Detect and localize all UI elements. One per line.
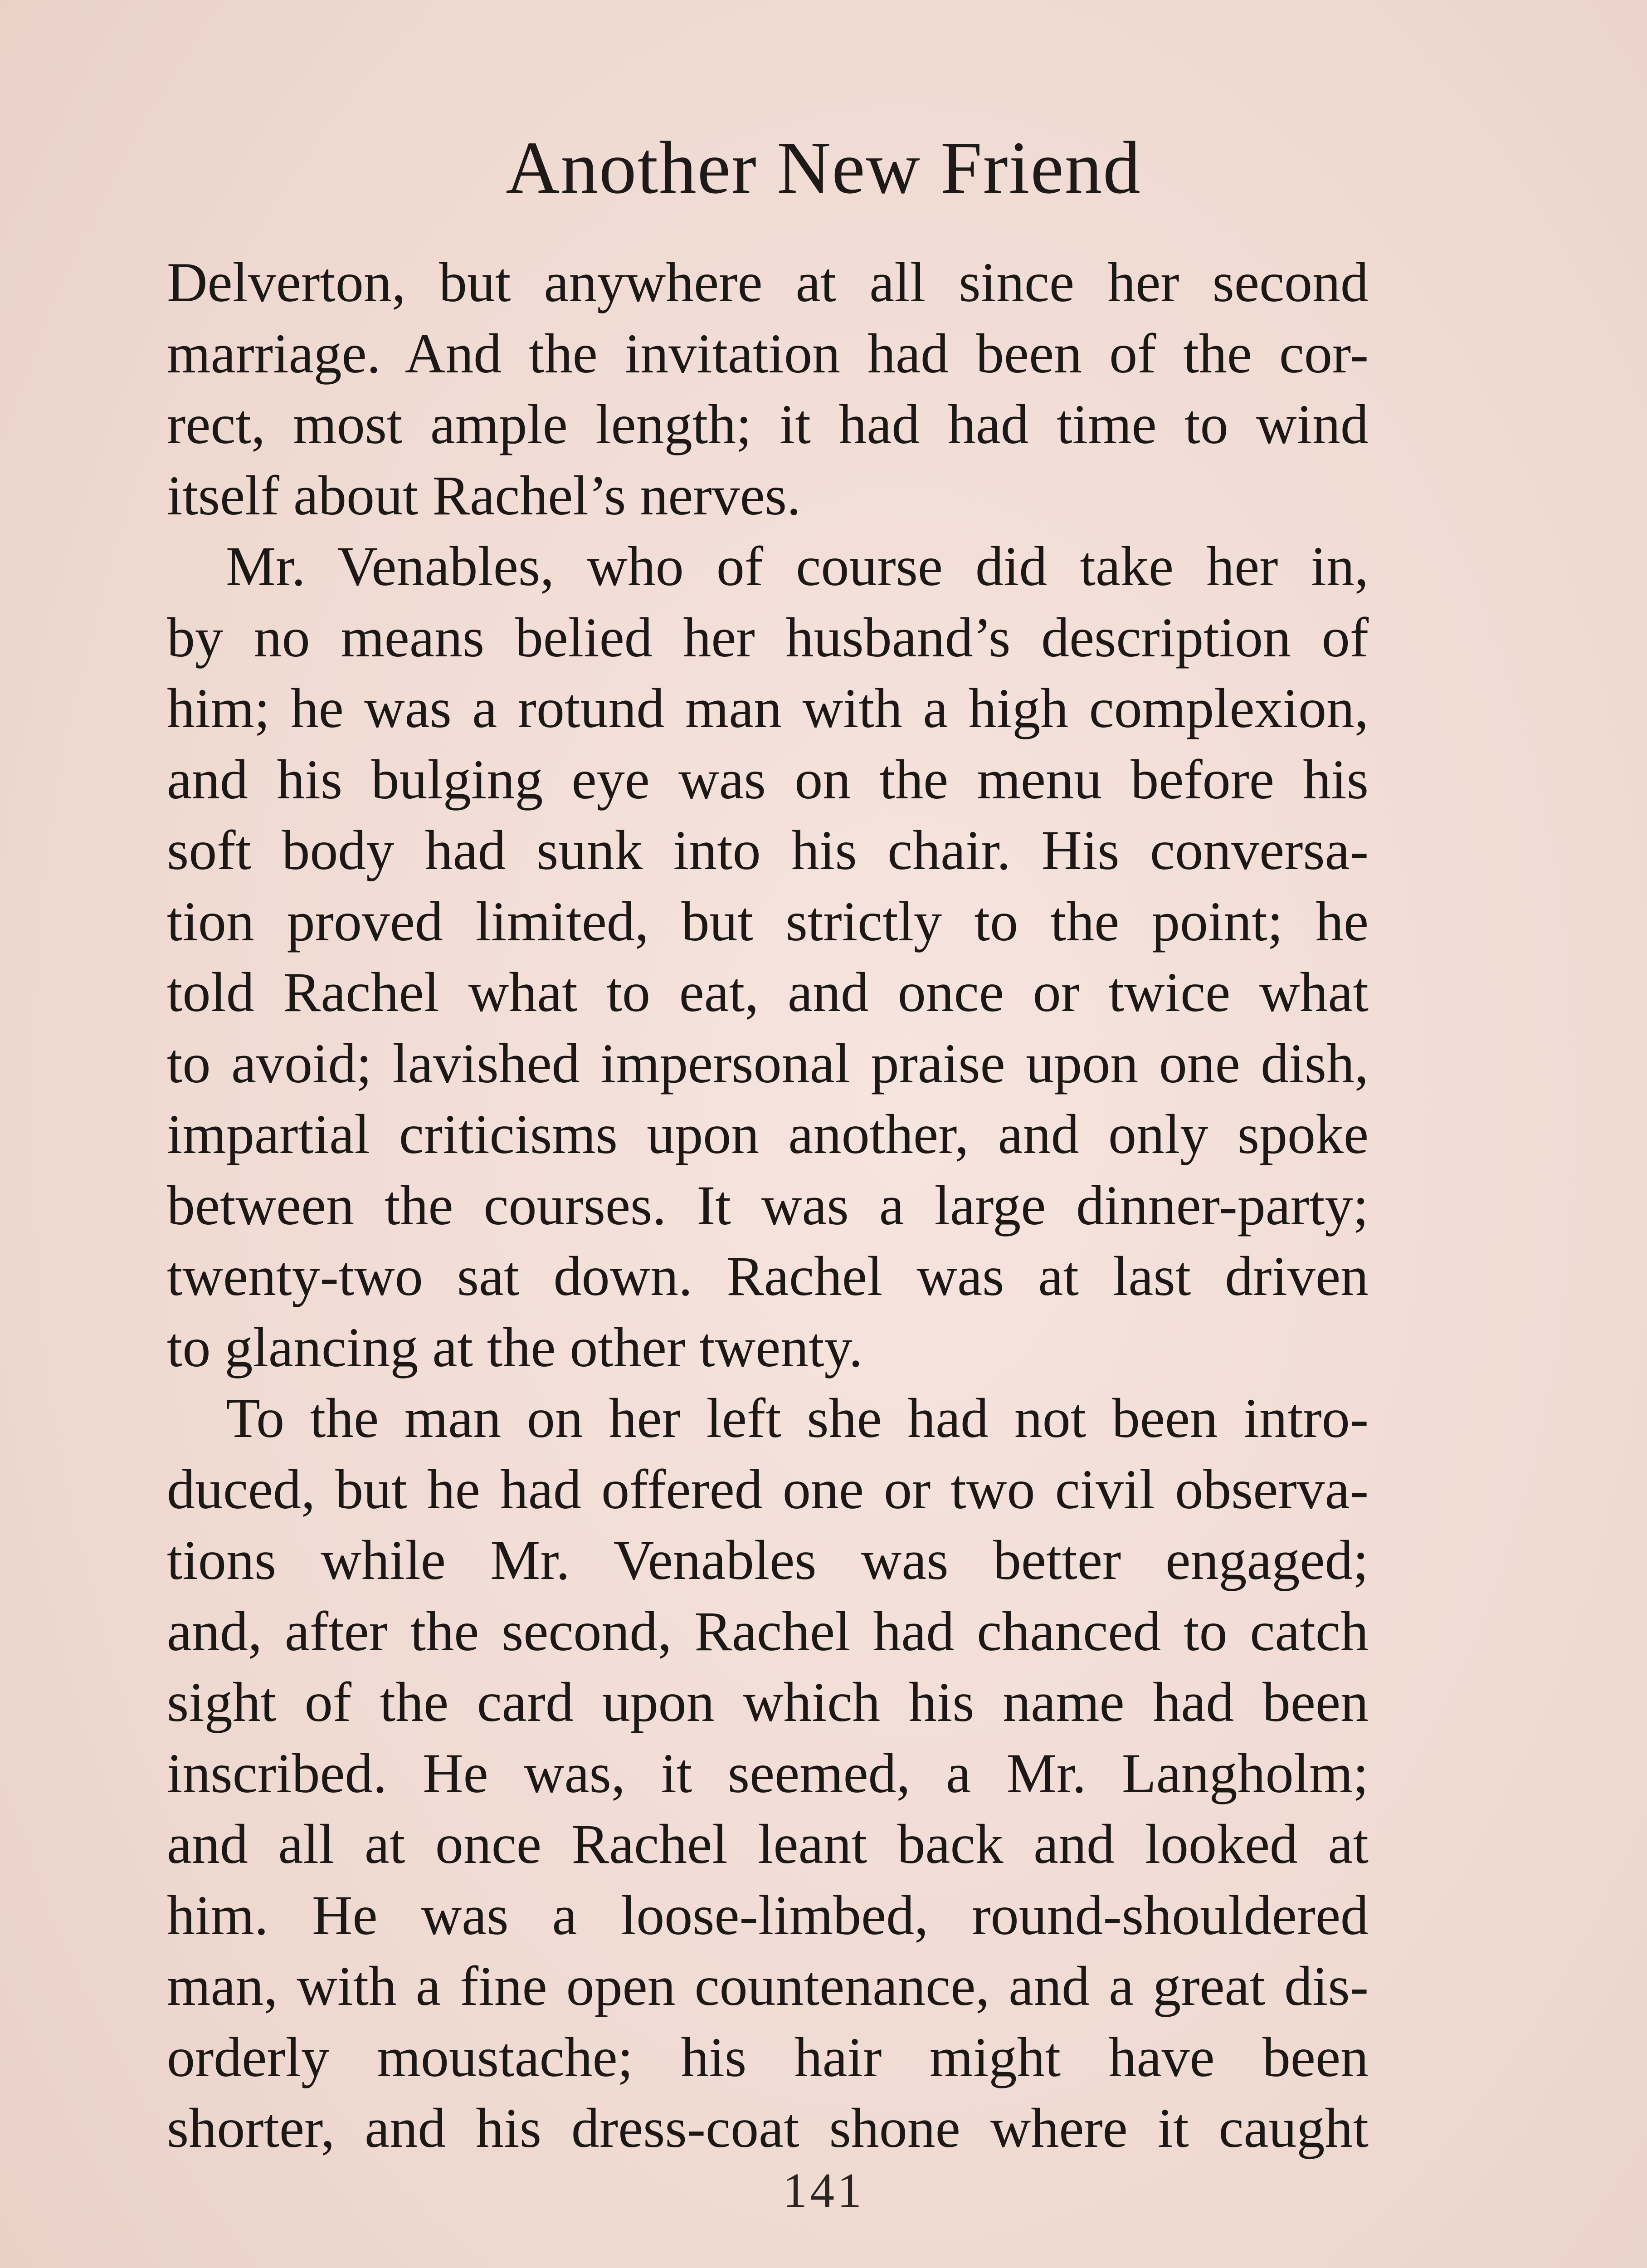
text-line: by no means belied her husband’s description of: [167, 606, 1369, 669]
text-line: him. He was a loose-limbed, round-shouldered: [167, 1884, 1369, 1946]
paragraph: [167, 1383, 1369, 2164]
text-line: and, after the second, Rachel had chanced to catch: [167, 1600, 1369, 1662]
text-line: inscribed. He was, it seemed, a Mr. Langholm;: [167, 1742, 1369, 1804]
text-line: itself about Rachel’s nerves.: [167, 464, 801, 527]
paragraph: [167, 247, 1369, 531]
text-line: To the man on her left she had not been intro-: [226, 1387, 1369, 1449]
text-line: orderly moustache; his hair might have been: [167, 2026, 1369, 2088]
running-head: Another New Friend: [506, 126, 1141, 209]
text-line: tion proved limited, but strictly to the point; he: [167, 890, 1369, 953]
text-line: man, with a fine open countenance, and a great dis-: [167, 1955, 1369, 2017]
text-line: sight of the card upon which his name had been: [167, 1671, 1369, 1733]
text-line: to glancing at the other twenty.: [167, 1316, 863, 1378]
text-line: Delverton, but anywhere at all since her second: [167, 251, 1369, 313]
text-line: impartial criticisms upon another, and only spoke: [167, 1103, 1369, 1165]
text-line: Mr. Venables, who of course did take her in,: [226, 535, 1369, 597]
text-line: duced, but he had offered one or two civil observa-: [167, 1458, 1369, 1520]
paragraph: [167, 531, 1369, 1383]
text-line: and all at once Rachel leant back and looked at: [167, 1813, 1369, 1875]
text-line: and his bulging eye was on the menu before his: [167, 748, 1369, 811]
text-line: between the courses. It was a large dinner-party;: [167, 1174, 1369, 1237]
text-line: tions while Mr. Venables was better engaged;: [167, 1529, 1369, 1591]
text-line: him; he was a rotund man with a high complexion,: [167, 677, 1369, 739]
text-line: shorter, and his dress-coat shone where it caught: [167, 2097, 1369, 2159]
text-line: soft body had sunk into his chair. His conversa-: [167, 819, 1369, 881]
text-line: told Rachel what to eat, and once or twice what: [167, 961, 1369, 1023]
text-line: to avoid; lavished impersonal praise upon one dish,: [167, 1032, 1369, 1095]
page-number: 141: [783, 2164, 864, 2218]
text-line: marriage. And the invitation had been of the cor-: [167, 322, 1369, 385]
text-line: rect, most ample length; it had had time to wind: [167, 393, 1369, 455]
body-text: [167, 247, 1369, 2164]
text-line: twenty-two sat down. Rachel was at last driven: [167, 1245, 1369, 1307]
